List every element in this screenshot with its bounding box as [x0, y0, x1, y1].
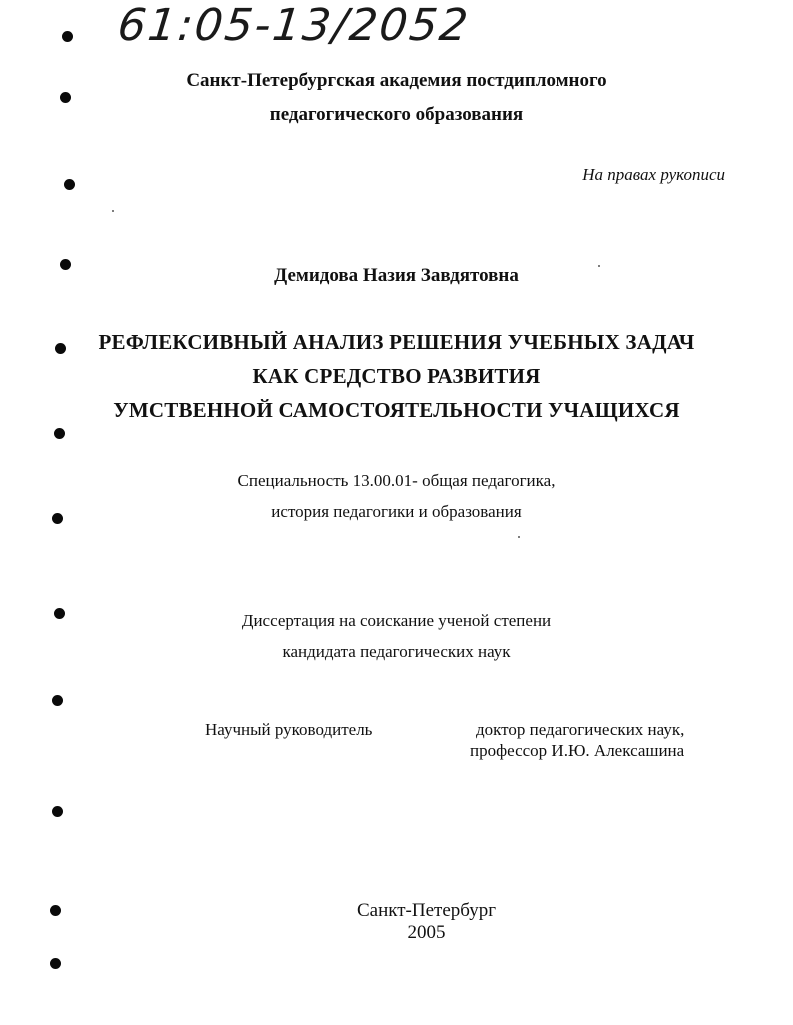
manuscript-note: На правах рукописи — [582, 165, 725, 184]
title-line-1: РЕФЛЕКСИВНЫЙ АНАЛИЗ РЕШЕНИЯ УЧЕБНЫХ ЗАДАЧ — [98, 330, 695, 354]
specialty-line-1: Специальность 13.00.01- общая педагогика, — [237, 471, 556, 490]
archive-number: 61:05-13/2052 — [115, 0, 473, 51]
binding-hole — [62, 31, 73, 42]
supervisor-name: профессор И.Ю. Алексашина — [470, 741, 685, 760]
binding-hole — [54, 428, 65, 439]
binding-hole — [52, 806, 63, 817]
paper-speck — [518, 536, 520, 538]
dissertation-line-1: Диссертация на соискание ученой степени — [241, 611, 552, 630]
author-name: Демидова Назия Завдятовна — [274, 265, 519, 286]
supervisor-label: Научный руководитель — [205, 720, 373, 739]
city: Санкт-Петербург — [356, 900, 496, 921]
title-line-2: КАК СРЕДСТВО РАЗВИТИЯ — [252, 364, 541, 388]
paper-speck — [112, 210, 114, 212]
specialty-line-2: история педагогики и образования — [271, 502, 522, 521]
binding-hole — [60, 92, 71, 103]
binding-hole — [52, 695, 63, 706]
title-line-3: УМСТВЕННОЙ САМОСТОЯТЕЛЬНОСТИ УЧАЩИХСЯ — [113, 398, 680, 422]
year: 2005 — [407, 922, 446, 943]
binding-hole — [50, 958, 61, 969]
dissertation-line-2: кандидата педагогических наук — [282, 642, 511, 661]
binding-hole — [64, 179, 75, 190]
institution-line-2: педагогического образования — [269, 104, 524, 125]
supervisor-degree: доктор педагогических наук, — [476, 720, 685, 739]
institution-line-1: Санкт-Петербургская академия постдипломного — [186, 70, 607, 91]
